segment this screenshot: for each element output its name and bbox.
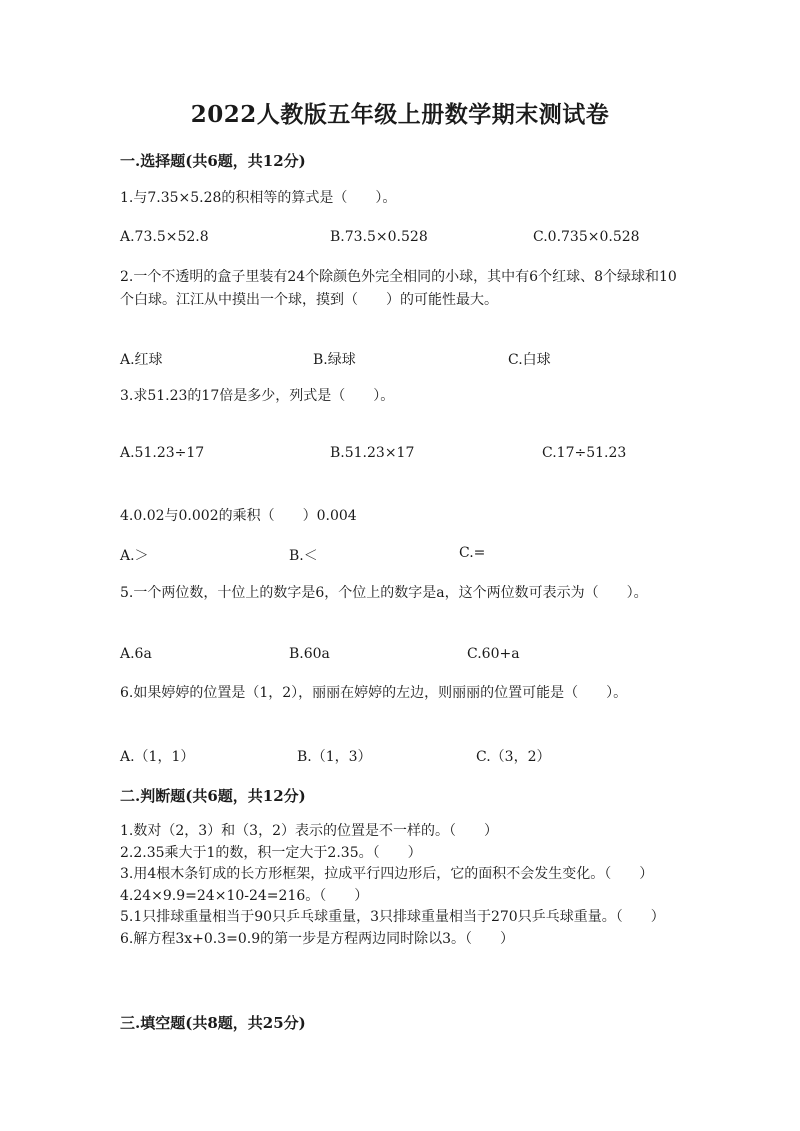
question-6-option-b: B.（1，3） — [297, 749, 372, 765]
question-6-text: 6.如果婷婷的位置是（1，2），丽丽在婷婷的左边，则丽丽的位置可能是（ ）。 — [120, 685, 628, 701]
judge-item-1: 1.数对（2，3）和（3，2）表示的位置是不一样的。（ ） — [120, 823, 498, 839]
judge-item-5: 5.1只排球重量相当于90只乒乓球重量，3只排球重量相当于270只乒乓球重量。（ ） — [120, 909, 665, 925]
question-3-text: 3.求51.23的17倍是多少，列式是（ ）。 — [120, 388, 395, 404]
section-heading-fill: 三.填空题(共8题，共25分) — [120, 1014, 306, 1032]
question-2-option-a: A.红球 — [120, 352, 163, 368]
question-5-text: 5.一个两位数，十位上的数字是6，个位上的数字是a，这个两位数可表示为（ ）。 — [120, 585, 648, 601]
question-4-text: 4.0.02与0.002的乘积（ ）0.004 — [120, 508, 357, 524]
question-6-option-c: C.（3，2） — [476, 749, 551, 765]
question-1-option-c: C.0.735×0.528 — [533, 229, 640, 245]
question-4-option-c: C.= — [459, 545, 486, 561]
judge-item-2: 2.2.35乘大于1的数，积一定大于2.35。（ ） — [120, 844, 422, 861]
question-2-option-c: C.白球 — [508, 352, 551, 368]
question-4-option-b: B.＜ — [289, 548, 318, 564]
question-1-text: 1.与7.35×5.28的积相等的算式是（ ）。 — [120, 190, 397, 206]
page-title: 2022人教版五年级上册数学期末测试卷 — [190, 101, 610, 128]
judge-list — [120, 821, 680, 950]
question-2-option-b: B.绿球 — [313, 352, 356, 368]
section-heading-choice: 一.选择题(共6题，共12分) — [120, 152, 306, 170]
judge-item-4: 4.24×9.9=24×10-24=216。（ ） — [120, 887, 369, 904]
section-heading-judge: 二.判断题(共6题，共12分) — [120, 787, 306, 805]
question-1-option-a: A.73.5×52.8 — [120, 229, 209, 245]
question-3-option-b: B.51.23×17 — [330, 445, 415, 461]
judge-item-3: 3.用4根木条钉成的长方形框架，拉成平行四边形后，它的面积不会发生变化。（ ） — [120, 866, 654, 882]
question-4-option-a: A.＞ — [120, 548, 149, 564]
question-1-option-b: B.73.5×0.528 — [330, 229, 428, 245]
question-2-text: 2.一个不透明的盒子里装有24个除颜色外完全相同的小球，其中有6个红球、8个绿球和10个白球。江江从中摸出一个球，摸到（ ）的可能性最大。 — [120, 269, 677, 308]
judge-item-6: 6.解方程3x+0.3=0.9的第一步是方程两边同时除以3。（ ） — [120, 930, 515, 947]
question-5-option-c: C.60+a — [467, 646, 520, 662]
question-5-option-b: B.60a — [289, 646, 330, 662]
question-6-option-a: A.（1，1） — [120, 749, 195, 765]
question-3-option-c: C.17÷51.23 — [542, 445, 627, 461]
question-5-option-a: A.6a — [120, 646, 152, 662]
question-3-option-a: A.51.23÷17 — [120, 445, 205, 461]
